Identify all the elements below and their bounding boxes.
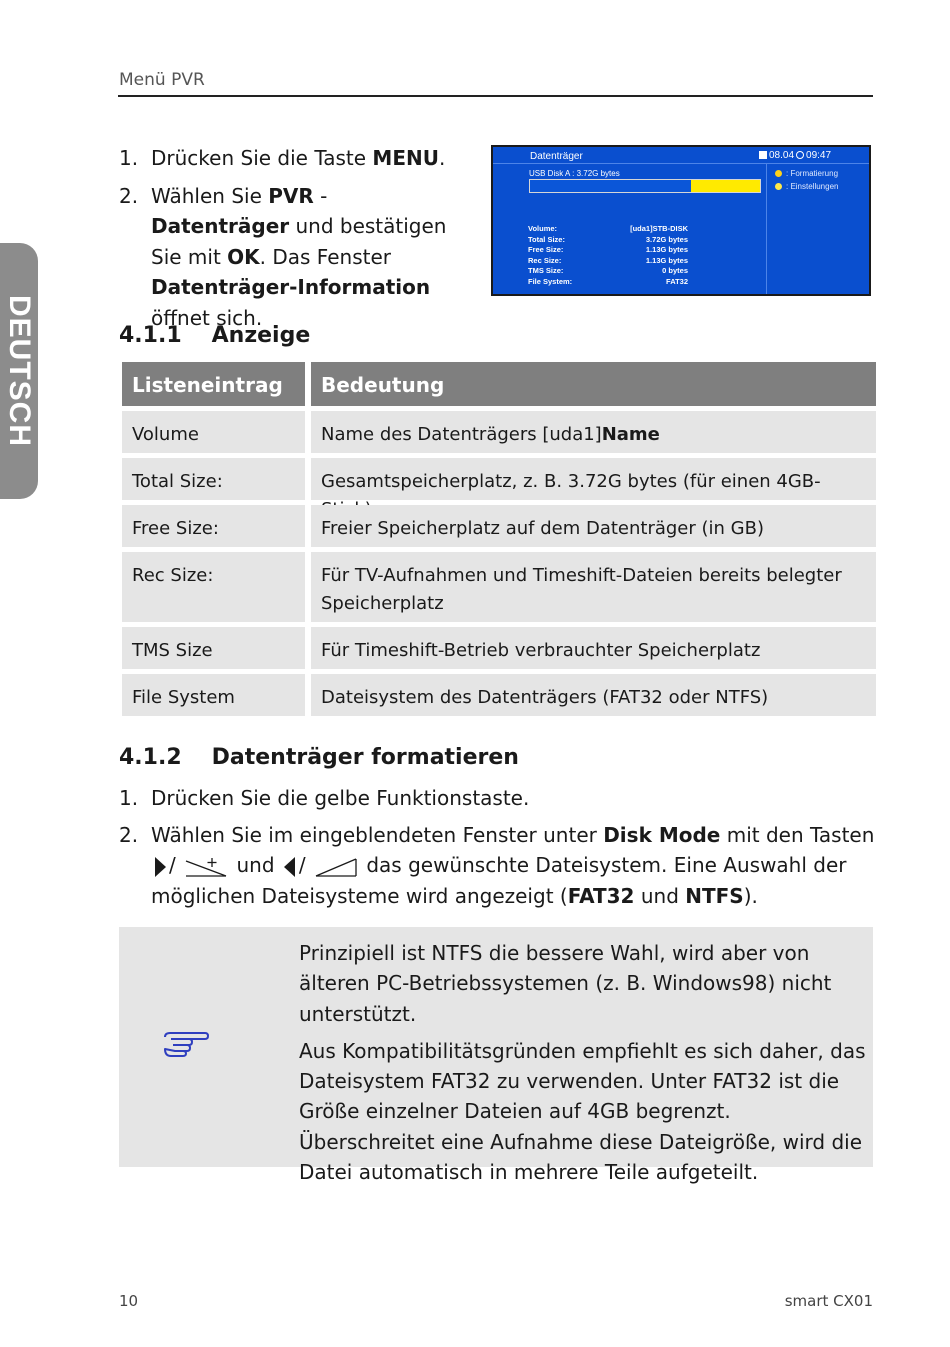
ss-value: 1.13G bytes — [645, 255, 688, 265]
clock-icon — [796, 151, 804, 159]
volume-up-icon — [184, 856, 228, 878]
section-title: Datenträger formatieren — [211, 745, 519, 770]
ss-label: Free Size: — [528, 245, 564, 254]
format-steps — [119, 783, 879, 917]
ss-disk-line: USB Disk A : 3.72G bytes — [529, 169, 620, 178]
step-text: das gewünschte Dateisystem. Eine Auswahl der möglichen Dateisysteme wird angezeigt ( — [151, 853, 847, 908]
yellow-dot-icon — [775, 183, 782, 190]
table-row — [122, 674, 876, 716]
ss-option-settings — [775, 182, 838, 191]
arrow-left-icon — [283, 856, 297, 878]
table-cell: Freier Speicherplatz auf dem Datenträger (in GB) — [311, 505, 876, 547]
step-text: mit den Tasten — [720, 822, 875, 847]
step-text: öffnet sich. — [151, 305, 263, 330]
note-text — [299, 938, 869, 1194]
ss-option-label: : Einstellungen — [786, 182, 839, 191]
table-header-cell: Listeneintrag — [122, 362, 305, 406]
ss-divider — [766, 163, 767, 296]
ss-divider — [493, 163, 871, 164]
table-row — [122, 411, 876, 453]
step-number: 2. — [119, 822, 139, 847]
slash-separator: / — [169, 853, 176, 877]
section-heading-4-1-1 — [119, 323, 310, 348]
step-text: Drücken Sie die gelbe Funktionstaste. — [151, 786, 530, 810]
ss-value: FAT32 — [666, 276, 688, 286]
step-text: und — [230, 853, 281, 877]
step-window-name: Datenträger-Information — [151, 275, 431, 299]
page-number: 10 — [119, 1292, 139, 1310]
step-key-datentraeger: Datenträger — [151, 214, 290, 238]
table-header-row — [122, 362, 876, 406]
language-tab-label: DEUTSCH — [3, 294, 36, 448]
table-row — [122, 552, 876, 622]
step-number: 2. — [119, 183, 139, 208]
ss-label: Volume: — [528, 224, 558, 233]
ss-usage-bar — [529, 179, 761, 193]
ss-label: Rec Size: — [528, 255, 562, 265]
step-text: Wählen Sie im eingeblendeten Fenster unter — [151, 822, 604, 847]
ss-option-label: : Formatierung — [786, 169, 839, 178]
ss-datetime — [759, 150, 831, 161]
cell-text-bold: Name — [601, 424, 660, 445]
ss-value: 3.72G bytes — [645, 234, 688, 244]
ss-usage-fill — [691, 180, 760, 192]
step-key-menu: MENU — [372, 146, 439, 170]
table-cell: Rec Size: — [122, 552, 305, 622]
step-key-disk-mode: Disk Mode — [603, 822, 721, 847]
calendar-icon — [759, 151, 767, 159]
tv-menu-screenshot — [491, 145, 871, 296]
step-text: . — [438, 146, 446, 170]
table-cell: Gesamtspeicherplatz, z. B. 3.72G bytes (für einen 4GB- — [311, 458, 876, 500]
ss-option-format — [775, 169, 838, 178]
table-cell: Für Timeshift-Betrieb verbrauchter Speicherplatz — [311, 627, 876, 669]
ss-value: [uda1]STB-DISK — [630, 224, 688, 233]
step-fat32: FAT32 — [567, 883, 635, 908]
ss-value: 0 bytes — [662, 266, 688, 275]
volume-down-icon — [314, 856, 358, 878]
ss-value: 1.13G bytes — [645, 245, 688, 254]
table-cell: TMS Size — [122, 627, 305, 669]
pointing-hand-icon — [163, 1027, 209, 1057]
step-text: - — [313, 183, 328, 208]
step-text: ). — [743, 883, 758, 908]
language-side-tab — [0, 243, 38, 499]
header-rule — [118, 95, 873, 97]
table-cell: Free Size: — [122, 505, 305, 547]
section-heading-4-1-2 — [119, 745, 519, 770]
table-cell: File System — [122, 674, 305, 716]
table-cell: Volume — [122, 411, 305, 453]
note-box — [119, 927, 873, 1185]
arrow-right-icon — [153, 856, 167, 878]
table-header-cell: Bedeutung — [311, 362, 876, 406]
product-name: smart CX01 — [784, 1292, 873, 1310]
cell-text: Name des Datenträgers [uda1] — [321, 424, 602, 445]
note-paragraph: Prinzipiell ist NTFS die bessere Wahl, wird aber von älteren PC-Betriebssystemen (z. B. Windows98) nicht unterstützt. — [299, 941, 832, 1026]
table-cell: Dateisystem des Datenträgers (FAT32 oder NTFS) — [311, 674, 876, 716]
step-number: 1. — [119, 146, 139, 170]
page-header-title: Menü PVR — [119, 70, 205, 90]
table-cell: Für TV-Aufnahmen und Timeshift-Dateien bereits belegter Speicherplatz — [311, 552, 876, 622]
info-table — [122, 362, 876, 721]
ss-time: 09:47 — [806, 150, 832, 161]
section-title: Anzeige — [211, 323, 311, 348]
ss-title: Datenträger — [530, 151, 583, 162]
step-text: Wählen Sie — [151, 183, 269, 208]
step-text: und bestätigen Sie mit — [151, 214, 447, 269]
format-step-1 — [119, 783, 879, 814]
step-number: 1. — [119, 786, 139, 810]
table-cell: Total Size: — [122, 458, 305, 500]
step-key-pvr: PVR — [268, 183, 314, 208]
ss-label: TMS Size: — [528, 266, 564, 275]
slash-separator: / — [298, 853, 306, 877]
table-row — [122, 627, 876, 669]
table-row — [122, 505, 876, 547]
step-ntfs: NTFS — [685, 883, 744, 908]
ss-date: 08.04 — [769, 150, 795, 161]
section-number: 4.1.1 — [119, 323, 182, 348]
ss-label: Total Size: — [528, 234, 565, 244]
intro-step-1 — [119, 143, 469, 174]
note-paragraph: Aus Kompatibilitätsgründen empfiehlt es sich daher, das Dateisystem FAT32 zu verwenden. Unter FAT32 ist die Größe einzelner Dateien auf 4GB begrenzt. Überschreitet eine Aufnahme diese Dateigröße, wird die Datei automatisch in mehrere Teile aufgeteilt. — [299, 1038, 866, 1185]
section-number: 4.1.2 — [119, 745, 182, 770]
table-cell — [311, 411, 876, 453]
step-text: Drücken Sie die Taste — [151, 146, 373, 170]
step-key-ok: OK — [227, 244, 260, 269]
intro-step-2 — [119, 181, 469, 334]
table-row — [122, 458, 876, 500]
intro-steps — [119, 143, 469, 340]
yellow-dot-icon — [775, 170, 782, 177]
step-text: . Das Fenster — [259, 244, 391, 269]
ss-label: File System: — [528, 276, 573, 286]
format-step-2 — [119, 820, 879, 912]
step-text: und — [634, 883, 686, 908]
